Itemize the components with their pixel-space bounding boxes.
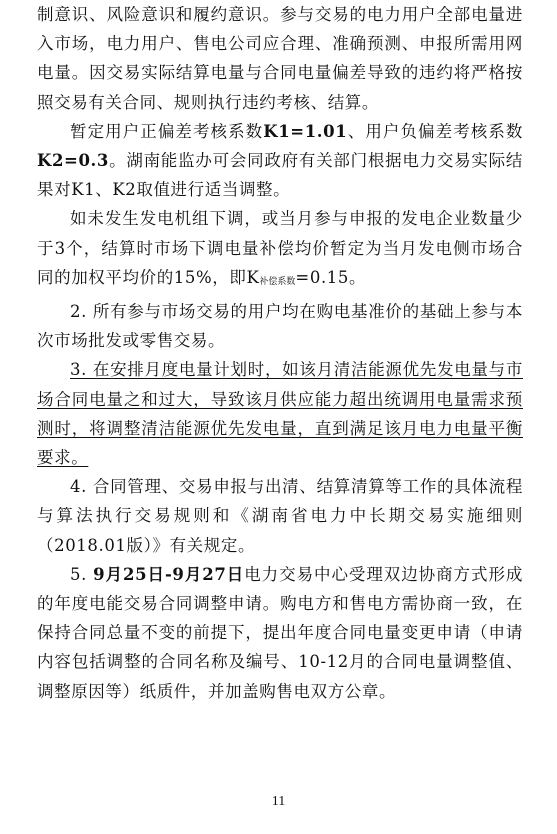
page-number: 11 [271, 794, 286, 809]
paragraph-deviation-coefficients [37, 117, 523, 205]
text-segment: 电力交易中心受理双边协商方式形成的年度电能交易合同调整申请。购电方和售电方需协商一致，在保持合同总量不变的前提下，提出年度合同电量变更申请（申请内容包括调整的合同名称及编号、10-12月的合同电量调整值、调整原因等）纸质件，并加盖购售电双方公章。 [37, 564, 523, 701]
paragraph-item-5 [37, 560, 523, 706]
text-segment: 5. [70, 564, 94, 584]
paragraph-item-2: 2. 所有参与市场交易的用户均在购电基准价的基础上参与本次市场批发或零售交易。 [37, 302, 523, 351]
paragraph-item-3-underlined: 3. 在安排月度电量计划时，如该月清洁能源优先发电量与市场合同电量之和过大，导致该月供应能力超出统调用电量需求预测时，将调整清洁能源优先发电量，直到满足该月电力电量平衡要求。 [37, 360, 523, 468]
text-segment: 、用户负偏差考核系数 [347, 121, 523, 141]
paragraph-item-4: 4. 合同管理、交易申报与出清、结算清算等工作的具体流程与算法执行交易规则和《湖南省电力中长期交易实施细则（2018.01版）》有关规定。 [37, 477, 523, 555]
date-range: 9月25日-9月27日 [93, 564, 245, 584]
subscript-compensation-coefficient: 补偿系数 [259, 276, 296, 287]
text-segment: 如未发生发电机组下调，或当月参与申报的发电企业数量少于3个，结算时市场下调电量补偿均价暂定为当月发电侧市场合同的加权平均价的15%，即K [37, 209, 523, 287]
coefficient-k1: K1=1.01 [263, 121, 348, 141]
text-segment: 暂定用户正偏差考核系数 [70, 121, 264, 141]
text-segment: 。湖南能监办可会同政府有关部门根据电力交易实际结果对K1、K2取值进行适当调整。 [37, 151, 523, 200]
paragraph-consciousness: 制意识、风险意识和履约意识。参与交易的电力用户全部电量进入市场，电力用户、售电公司应合理、准确预测、申报所需用网电量。因交易实际结算电量与合同电量偏差导致的违约将严格按照交易有关合同、规则执行违约考核、结算。 [37, 5, 523, 112]
coefficient-k2: K2=0.3 [37, 151, 109, 171]
paragraph-compensation [37, 204, 523, 297]
body-text [37, 0, 523, 706]
text-segment: =0.15。 [295, 267, 367, 287]
